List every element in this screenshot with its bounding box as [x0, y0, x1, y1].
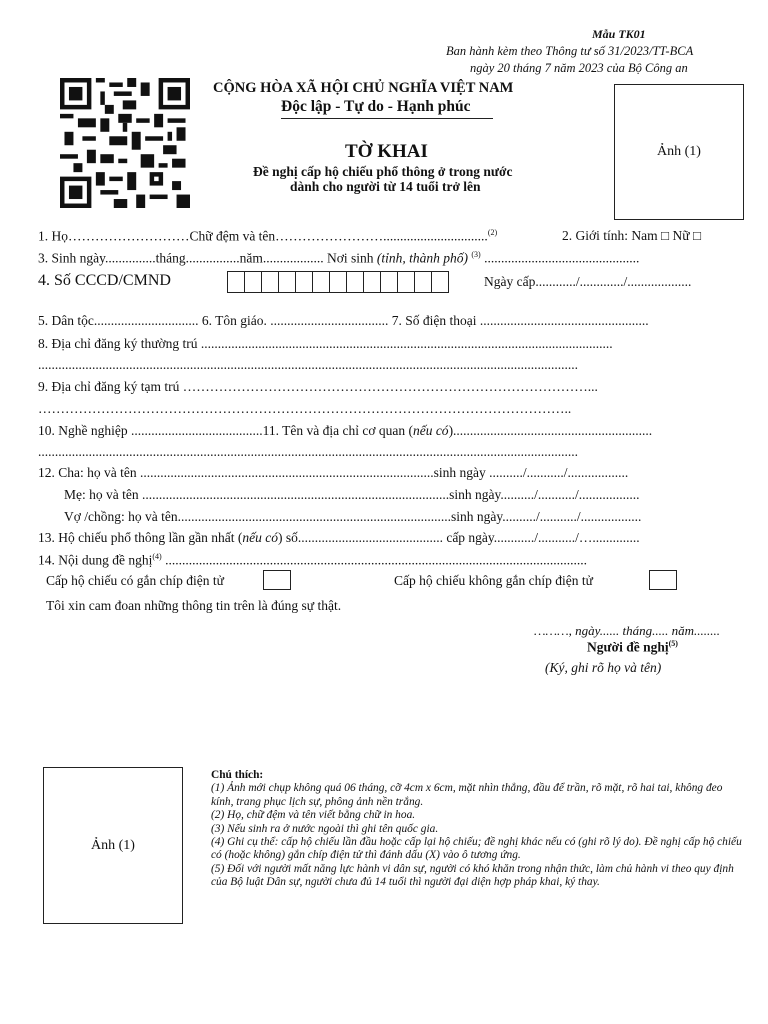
declaration-text: Tôi xin cam đoan những thông tin trên là đúng sự thật. — [46, 598, 342, 613]
field-spouse[interactable]: Vợ /chồng: họ và tên.................................................................................sinh ngày........../.........../.................. — [64, 509, 642, 524]
form-title: TỜ KHAI — [345, 141, 428, 162]
motto: Độc lập - Tự do - Hạnh phúc — [281, 98, 471, 115]
issued-line-2: ngày 20 tháng 7 năm 2023 của Bộ Công an — [470, 61, 688, 75]
chip-no-label: Cấp hộ chiếu không gắn chíp điện tử — [394, 573, 593, 588]
field-father[interactable]: 12. Cha: họ và tên .......................................................................................sinh ngày ........../.........../.................. — [38, 465, 629, 480]
photo-label-bottom: Ảnh (1) — [91, 837, 135, 853]
form-code: Mẫu TK01 — [592, 27, 646, 41]
field-request-content[interactable]: 14. Nội dung đề nghị$^{(4)}$ ............................................................................................................................. — [38, 552, 587, 568]
chip-no-checkbox[interactable] — [649, 570, 677, 590]
photo-box-bottom — [43, 767, 183, 924]
chip-yes-checkbox[interactable] — [263, 570, 291, 590]
note-4: (4) Ghi cụ thể: cấp hộ chiếu lần đầu hoặc cấp lại hộ chiếu; đề nghị khác nếu có (ghi rõ lý do). Đề nghị cấp hộ chiếu có (hoặc không) gắn chíp điện tử thì đánh dấu (X) vào ô tương ứng. — [211, 836, 742, 862]
id-number-boxes[interactable] — [227, 271, 449, 293]
motto-underline — [281, 118, 493, 119]
field-gender[interactable]: 2. Giới tính: Nam □ Nữ □ — [562, 228, 702, 243]
qr-code-icon — [60, 78, 190, 208]
notes-section — [211, 769, 747, 890]
photo-label: Ảnh (1) — [657, 144, 701, 159]
field-temporary-address[interactable]: 9. Địa chỉ đăng ký tạm trú ………………………………………………………………………………... — [38, 379, 598, 394]
chip-yes-label: Cấp hộ chiếu có gắn chíp điện tử — [46, 573, 224, 588]
signature-date-line[interactable]: ………, ngày...... tháng..... năm........ — [534, 623, 720, 638]
issued-line-1: Ban hành kèm theo Thông tư số 31/2023/TT-BCA — [446, 44, 694, 58]
note-2: (2) Họ, chữ đệm và tên viết bằng chữ in hoa. — [211, 809, 416, 822]
field-permanent-address[interactable]: 8. Địa chỉ đăng ký thường trú .......................................................................................................................... — [38, 336, 613, 351]
field-temporary-address-cont[interactable]: ……………………………………………………………………………………………………….. — [38, 401, 572, 416]
field-birth[interactable]: 3. Sinh ngày...............tháng................năm.................. Nơi sinh (tỉnh, thành phố) $^{(3)}$ .............................................. — [38, 250, 640, 266]
note-1: (1) Ảnh mới chụp không quá 06 tháng, cỡ 4cm x 6cm, mặt nhìn thẳng, đầu để trần, rõ mặt, rõ hai tai, không đeo kính, trang phục lịch sự, phông ảnh nền trắng. — [211, 782, 723, 808]
nation-heading: CỘNG HÒA XÃ HỘI CHỦ NGHĨA VIỆT NAM — [213, 80, 514, 96]
field-workplace-cont[interactable]: ................................................................................................................................................................ — [38, 444, 578, 459]
field-ethnicity-religion-phone[interactable]: 5. Dân tộc............................... 6. Tôn giáo. ................................... 7. Số điện thoại .................................................. — [38, 313, 649, 328]
form-subtitle-1: Đề nghị cấp hộ chiếu phổ thông ở trong nước — [253, 164, 513, 179]
note-3: (3) Nếu sinh ra ở nước ngoài thì ghi tên quốc gia. — [211, 822, 439, 835]
photo-box-top — [614, 84, 744, 220]
field-permanent-address-cont[interactable]: ................................................................................................................................................................ — [38, 357, 578, 372]
field-occupation-workplace[interactable]: 10. Nghề nghiệp .......................................11. Tên và địa chỉ cơ quan (nếu có)........................................................... — [38, 423, 653, 438]
field-last-passport[interactable]: 13. Hộ chiếu phổ thông lần gần nhất (nếu có) số........................................... cấp ngày............/.........../….............. — [38, 530, 640, 545]
signature-instruction: (Ký, ghi rõ họ và tên) — [545, 660, 662, 675]
form-subtitle-2: dành cho người từ 14 tuổi trở lên — [290, 179, 481, 194]
field-full-name[interactable]: 1. Họ………………………Chữ đệm và tên……………………...............................$^{(2)}$ — [38, 228, 498, 244]
field-id-issue-date[interactable]: Ngày cấp............/............./................... — [484, 274, 692, 289]
field-mother[interactable]: Mẹ: họ và tên ...........................................................................................sinh ngày........../.........../.................. — [64, 487, 640, 502]
field-id-number-label: 4. Số CCCD/CMND — [38, 272, 171, 289]
signer-label: Người đề nghị$^{(5)}$ — [587, 639, 678, 655]
notes-title: Chú thích: — [211, 769, 264, 781]
note-5: (5) Đối với người mất năng lực hành vi dân sự, người có khó khăn trong nhận thức, làm chủ hành vi theo quy định của Bộ luật Dân sự, người chưa đủ 14 tuổi thì người đại diện hợp pháp khai, ký thay. — [211, 862, 734, 889]
